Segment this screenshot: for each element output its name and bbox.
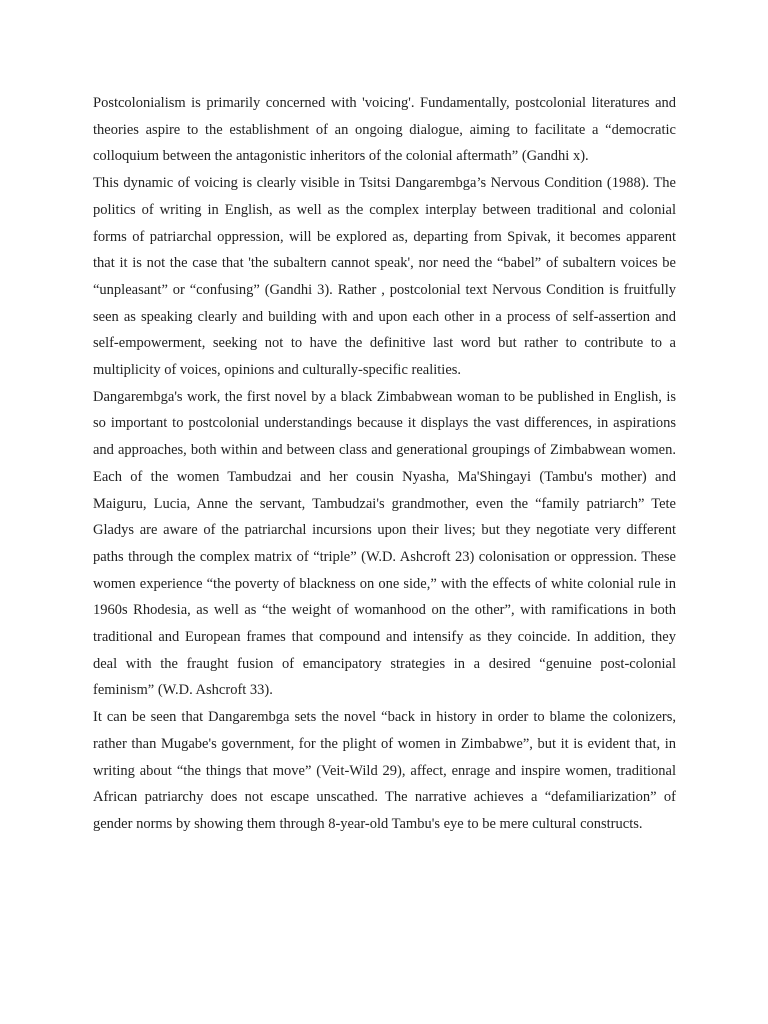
paragraph-nervous-condition: This dynamic of voicing is clearly visible in Tsitsi Dangarembga’s Nervous Condition (1988). The politics of writing in English, as well as the complex interplay between traditional and colonial forms of patriarchal oppression, will be explored as, departing from Spivak, it becomes apparent that it is not the case that 'the subaltern cannot speak', nor need the “babel” of subaltern voices be “unpleasant” or “confusing” (Gandhi 3). Rather , postcolonial text Nervous Condition is fruitfully seen as speaking clearly and building with and upon each other in a process of self-assertion and self-empowerment, seeking not to have the definitive last word but rather to contribute to a multiplicity of voices, opinions and culturally-specific realities. [93, 175, 676, 379]
document-body [93, 90, 676, 838]
paragraph-patriarchy: It can be seen that Dangarembga sets the novel “back in history in order to blame the colonizers, rather than Mugabe's government, for the plight of women in Zimbabwe”, but it is evident that, in writing about “the things that move” (Veit-Wild 29), affect, enrage and inspire women, traditional African patriarchy does not escape unscathed. The narrative achieves a “defamiliarization” of gender norms by showing them through 8-year-old Tambu's eye to be mere cultural constructs. [93, 709, 676, 832]
paragraph-voicing-intro: Postcolonialism is primarily concerned with 'voicing'. Fundamentally, postcolonial literatures and theories aspire to the establishment of an ongoing dialogue, aiming to facilitate a “democratic colloquium between the antagonistic inheritors of the colonial aftermath” (Gandhi x). [93, 95, 676, 165]
paragraph-zimbabwean-women: Dangarembga's work, the first novel by a black Zimbabwean woman to be published in English, is so important to postcolonial understandings because it displays the vast differences, in aspirations and approaches, both within and between class and generational groupings of Zimbabwean women. Each of the women Tambudzai and her cousin Nyasha, Ma'Shingayi (Tambu's mother) and Maiguru, Lucia, Anne the servant, Tambudzai's grandmother, even the “family patriarch” Tete Gladys are aware of the patriarchal incursions upon their lives; but they negotiate very different paths through the complex matrix of “triple” (W.D. Ashcroft 23) colonisation or oppression. These women experience “the poverty of blackness on one side,” with the effects of white colonial rule in 1960s Rhodesia, as well as “the weight of womanhood on the other”, with ramifications in both traditional and European frames that compound and intensify as they coincide. In addition, they deal with the fraught fusion of emancipatory strategies in a desired “genuine post-colonial feminism” (W.D. Ashcroft 33). [93, 388, 676, 699]
